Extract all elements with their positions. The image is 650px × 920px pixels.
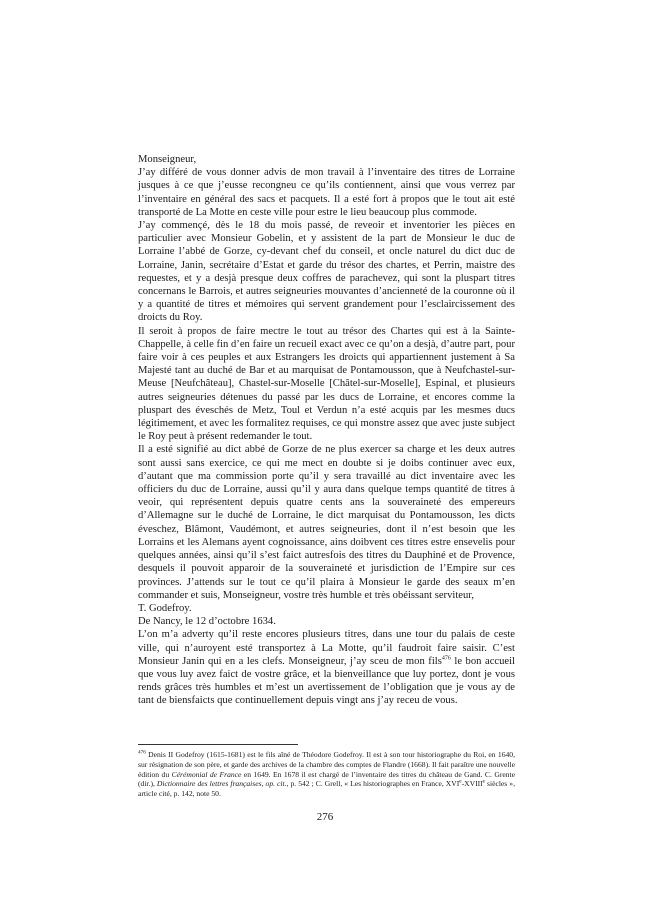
paragraph-5-end: le bon accueil que vous luy avez faict de vostre grâce, et la bienveillance que luy portez, dont je vous rends grâces très humbles et m’est un avertissement de l’obligation que je vous ay de tant de biensfaicts que continuellement depuis vingt ans j’ay receu de vous. [138,655,515,707]
footnote-text-f: siècles », article cité, p. 142, note 50. [138,779,515,799]
dateline: De Nancy, le 12 d’octobre 1634. [138,616,276,628]
footnote-separator [138,744,298,745]
footnote-century-sup-2: e [482,778,485,785]
footnote [138,750,515,799]
paragraph-5-start: L’on m’a adverty qu’il reste encores plusieurs titres, dans une tour du palais de ceste ville, qui n’auroyent esté transportez à La Motte, qu’il faudroit faire saisir. C’est Monsieur Janin qui en a les clefs. Monseigneur, j’ay sceu de mon fils [138,629,515,667]
page-number: 276 [316,811,334,823]
footnote-op-cit: op. cit. [265,779,287,789]
paragraph-5 [138,628,515,707]
footnote-text-c: , [261,779,266,789]
footnote-text-a: Denis II Godefroy (1615-1681) est le fils aîné de Théodore Godefroy. Il est à son tour historiographe du Roi, en 1640, sur résignation de son père, et garde des archives de la chambre des comptes de Flandre (1668). Il fait paraître une nouvelle édition du [138,750,515,779]
salutation: Monseigneur, [138,154,197,165]
footnote-text-e: -XVIII [461,779,483,789]
footnote-century-sup-1: e [459,778,462,785]
paragraph-2: J’ay commençé, dès le 18 du mois passé, de reveoir et inventorier les pièces en particulier avec Monsieur Gobelin, et y assistent de la part de Monsieur le duc de Lorraine l’abbé de Gorze, cy-devant chef du conseil, et oncle naturel du dict duc de Lorraine, Janin, secrétaire d’Estat et garde du trésor des chartes, et Perrin, maistre des requestes, et y a desjà presque deux coffres de parachevez, qui sont la pluspart titres concernans le Barrois, et autres seigneuries mouvantes d’ancienneté de la couronne où il y a quantité de titres et mémoires qui servent grandement pour l’esclaircissement des droicts du Roy. [138,220,515,324]
footnote-number: 476 [138,749,146,756]
footnote-reference[interactable]: 476 [441,655,451,662]
paragraph-1: J’ay différé de vous donner advis de mon travail à l’inventaire des titres de Lorraine jusques à ce que j’eusse recongneu ce qu’ils contiennent, ainsi que vous verrez par l’inventaire en général des sacs et pacquets. Il a esté fort à propos que le tout ait esté transporté de La Motte en ceste ville pour estre le lieu beaucoup plus commode. [138,167,515,218]
paragraph-3: Il seroit à propos de faire mectre le tout au trésor des Chartes qui est à la Sainte-Chappelle, à celle fin d’en faire un recueil exact avec ce qu’on a desjà, d’autre part, pour faire voir à ces peuples et aux Estrangers les droicts qui appartiennent justement à Sa Majesté tant au duché de Bar et au marquisat de Pontamousson, que à Neufchastel-sur-Meuse [Neufchâteau], Chastel-sur-Moselle [Châtel-sur-Moselle], Espinal, et plusieurs autres seigneuries détenues du passé par les ducs de Lorraine, et encores comme la pluspart des éveschés de Metz, Toul et Verdun n’a esté acquis par les mesmes ducs légitimement, et avec les formalitez requises, ce qui monstre assez que avec juste subject le Roy peut à présent redemander le tout. [138,325,515,443]
footnote-text-d: , p. 542 ; C. Grell, « Les historiographes en France, XVI [286,779,460,789]
letter-body [138,153,515,708]
paragraph-4: Il a esté signifié au dict abbé de Gorze de ne plus exercer sa charge et les deux autres sont aussi sans exercice, ce qui me mect en doubte si je doibs continuer avec eux, d’autant que ma commission porte qu’il y sera travaillé au dict inventaire avec les officiers du duc de Lorraine, aussi qu’il y aura dans quelque temps quantité de titres à veoir, qui représentent depuis quatre cents ans la souveraineté des empereurs d’Allemagne sur le duché de Lorraine, le dict marquisat du Pontamousson, les dicts éveschez, Blâmont, Vaudémont, et autres seigneuries, dont il n’est besoin que les Lorrains et les Alemans ayent cognoissance, ains doibvent ces titres estre ensevelis pour quelques années, ainsi qu’il s’est faict autresfois des titres du Dauphiné et de Provence, desquels il pouvoit apparoir de la souveraineté et jurisdiction de l’Empire sur ces provinces. J’attends sur le tout ce qu’il plaira à Monsieur le garde des seaux m’en commander et suis, Monseigneur, vostre très humble et très obéissant serviteur, [138,444,515,601]
footnote-text-b: en 1649. En 1678 il est chargé de l’inventaire des titres du château de Gand. C. Grente (dir.), [138,769,515,789]
footnote-title-dictionnaire: Dictionnaire des lettres françaises [156,779,262,789]
signature: T. Godefroy. [138,602,192,614]
footnote-title-ceremonial: Cérémonial de France [171,769,242,779]
